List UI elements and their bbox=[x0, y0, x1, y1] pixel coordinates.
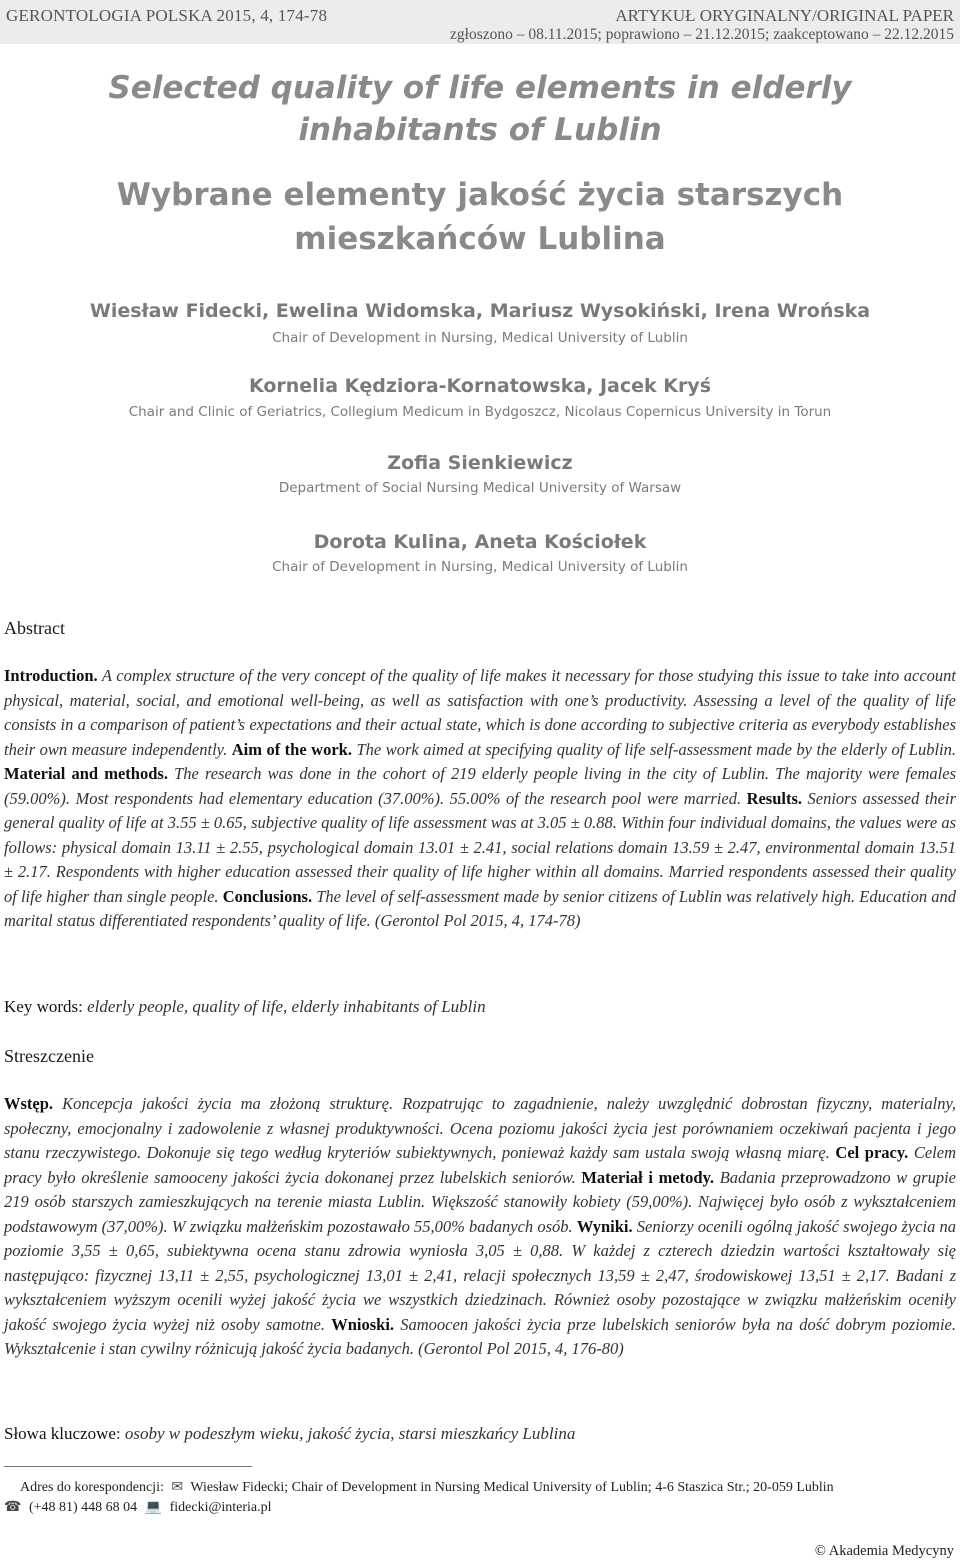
title-en-line-1: Selected quality of life elements in elderly bbox=[108, 70, 852, 106]
article-type: ARTYKUŁ ORYGINALNY/ORIGINAL PAPER bbox=[615, 6, 954, 25]
abstract-intro-label: Introduction. bbox=[4, 666, 98, 685]
streszczenie-cel-label: Cel pracy. bbox=[835, 1143, 909, 1162]
abstract-methods-label: Material and methods. bbox=[4, 764, 168, 783]
streszczenie-wyniki-text: Seniorzy ocenili ogólną jakość swojego życia na poziomie 3,55 ± 0,65, subiektywna ocena stanu zdrowia wyniosła 3,05 ± 0,88. W każdej z czterech dziedzin wartości kształtowały się następująco: fizycznej 13,11 ± 2,55, psychologicznej 13,01 ± 2,41, relacji społecznych 13,59 ± 2,47, środowiskowej 13,51 ± 2,17. Badani z wykształceniem wyższym ocenili wyżej jakość życia we wszystkich dziedzinach. Również osoby pozostające w związku małżeńskim oceniły jakość swojego życia wyżej niż osoby samotne. bbox=[4, 1216, 956, 1334]
affiliation-4: Chair of Development in Nursing, Medical University of Lublin bbox=[272, 559, 688, 575]
streszczenie-cel-text: Celem pracy było określenie samooceny jakości życia dokonanej przez lubelskich seniorów. bbox=[4, 1143, 956, 1187]
title-pl-line-2: mieszkańców Lublina bbox=[294, 221, 666, 257]
keywords: Key words: elderly people, quality of life, elderly inhabitants of Lublin bbox=[4, 997, 486, 1016]
submission-dates: zgłoszono – 08.11.2015; poprawiono – 21.12.2015; zaakceptowano – 22.12.2015 bbox=[450, 26, 954, 43]
journal-citation: GERONTOLOGIA POLSKA 2015, 4, 174-78 bbox=[6, 6, 328, 25]
abstract-aim-label: Aim of the work. bbox=[231, 739, 352, 759]
abstract-results-label: Results. bbox=[746, 788, 803, 808]
abstract-body bbox=[4, 664, 956, 934]
streszczenie-heading: Streszczenie bbox=[4, 1046, 94, 1066]
streszczenie-wnioski-label: Wnioski. bbox=[331, 1314, 395, 1334]
abstract-intro-text: A complex structure of the very concept of the quality of life makes it necessary for those studying this issue to take into account physical, material, social, and emotional well-being, as well as satisfaction with one’s productivity. Assessing a level of the quality of life consists in a comparison of patient’s expectations and their actual state, which is done according to subjective criteria as everybody establishes their own measure independently. bbox=[4, 666, 956, 759]
author-group-1: Wiesław Fidecki, Ewelina Widomska, Mariusz Wysokiński, Irena Wrońska bbox=[89, 300, 871, 322]
title-en-line-2: inhabitants of Lublin bbox=[298, 112, 662, 148]
correspondence-email[interactable]: fidecki@interia.pl bbox=[169, 1500, 272, 1515]
abstract-methods-text: The research was done in the cohort of 219 elderly people living in the city of Lublin. The majority were females (59.00%). Most respondents had elementary education (37.00%). 55.00% of the research pool were married. bbox=[4, 764, 956, 808]
abstract-conclusions-label: Conclusions. bbox=[222, 886, 313, 906]
correspondence-address: Wiesław Fidecki; Chair of Development in Nursing Medical University of Lublin; 4-6 Staszica Str.; 20-059 Lublin bbox=[190, 1480, 834, 1495]
author-group-3: Zofia Sienkiewicz bbox=[387, 452, 573, 474]
correspondence-line-2 bbox=[4, 1499, 956, 1516]
streszczenie-wnioski-text: Samoocen jakości życia prze lubelskich seniorów była na dość dobrym poziomie. Wykształcenie i stan cywilny różnicują jakość życia badanych. (Gerontol Pol 2015, 4, 176-80) bbox=[4, 1314, 956, 1358]
affiliation-1: Chair of Development in Nursing, Medical University of Lublin bbox=[272, 330, 688, 346]
phone-icon: ☎ bbox=[4, 1500, 22, 1515]
envelope-icon: ✉ bbox=[171, 1480, 184, 1495]
streszczenie-body bbox=[4, 1092, 956, 1362]
computer-icon: 💻 bbox=[144, 1500, 163, 1515]
streszczenie-material-label: Materiał i metody. bbox=[581, 1167, 715, 1187]
streszczenie-material-text: Badania przeprowadzono w grupie 219 osób starszych zamieszkujących na terenie miasta Lublin. Większość stanowiły kobiety (59,00%). Najwięcej było osób z wykształceniem podstawowym (37,00%). W związku małżeńskim pozostawało 55,00% badanych osób. bbox=[4, 1167, 957, 1236]
keywords-label: Key words bbox=[4, 997, 79, 1016]
keywords-pl-value: osoby w podeszłym wieku, jakość życia, starsi mieszkańcy Lublina bbox=[124, 1424, 576, 1443]
title-pl-line-1: Wybrane elementy jakość życia starszych bbox=[116, 177, 844, 213]
abstract-results-text: Seniors assessed their general quality of life at 3.55 ± 0.65, subjective quality of life assessment was at 3.05 ± 0.88. Within four individual domains, the values were as follows: physical domain 13.11 ± 2.55, psychological domain 13.01 ± 2.41, social relations domain 13.59 ± 2.47, environmental domain 13.51 ± 2.17. Respondents with higher education assessed their quality of life higher within all domains. Married respondents assessed their quality of life higher than single people. bbox=[4, 788, 957, 906]
footnote-rule bbox=[4, 1466, 252, 1467]
affiliation-2: Chair and Clinic of Geriatrics, Collegium Medicum in Bydgoszcz, Nicolaus Copernicus University in Torun bbox=[128, 404, 832, 420]
streszczenie-wstep-label: Wstęp. bbox=[4, 1094, 54, 1113]
streszczenie-wstep-text: Koncepcja jakości życia ma złożoną strukturę. Rozpatrując to zagadnienie, należy uwzględnić dobrostan fizyczny, materialny, społeczny, emocjonalny i zadowolenie z własnej produktywności. Ocena poziomu jakości życia jest porównaniem oczekiwań pacjenta i jego stanu rzeczywistego. Dokonuje się tego według kryteriów subiektywnych, ponieważ każdy sam ustala swoją własną miarę. bbox=[4, 1094, 956, 1162]
author-group-4: Dorota Kulina, Aneta Kościołek bbox=[313, 531, 647, 553]
author-group-2: Kornelia Kędziora-Kornatowska, Jacek Kryś bbox=[248, 375, 712, 397]
correspondence-line-1 bbox=[20, 1479, 956, 1496]
keywords-pl-label: Słowa kluczowe bbox=[4, 1424, 116, 1443]
abstract-aim-text: The work aimed at specifying quality of life self-assessment made by the elderly of Lublin. bbox=[351, 739, 956, 759]
keywords-pl: Słowa kluczowe: osoby w podeszłym wieku, jakość życia, starsi mieszkańcy Lublina bbox=[4, 1424, 576, 1443]
affiliation-3: Department of Social Nursing Medical University of Warsaw bbox=[278, 480, 682, 496]
correspondence-label: Adres do korespondencji: bbox=[20, 1480, 164, 1495]
streszczenie-wyniki-label: Wyniki. bbox=[576, 1216, 633, 1236]
correspondence-phone: (+48 81) 448 68 04 bbox=[28, 1500, 138, 1515]
keywords-value: elderly people, quality of life, elderly inhabitants of Lublin bbox=[87, 997, 486, 1016]
abstract-conclusions-text: The level of self-assessment made by senior citizens of Lublin was relatively high. Education and marital status differentiated respondents’ quality of life. (Gerontol Pol 2015, 4, 174-78) bbox=[4, 886, 957, 930]
abstract-heading: Abstract bbox=[4, 618, 65, 638]
publisher-copyright: © Akademia Medycyny bbox=[814, 1543, 954, 1559]
